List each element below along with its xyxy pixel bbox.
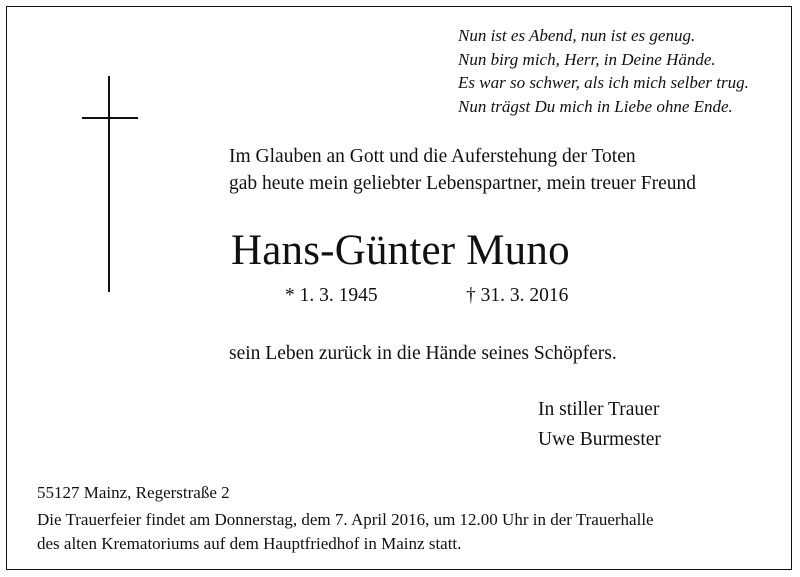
closing-line: sein Leben zurück in die Hände seines Schöpfers.	[229, 343, 617, 364]
poem-line: Es war so schwer, als ich mich selber trug.	[458, 73, 749, 92]
intro-line: gab heute mein geliebter Lebenspartner, mein treuer Freund	[229, 173, 697, 194]
mourner-name: Uwe Burmester	[538, 429, 661, 450]
mourners-block	[538, 395, 661, 455]
service-line: des alten Krematoriums auf dem Hauptfriedhof in Mainz statt.	[37, 534, 462, 553]
mourners-heading: In stiller Trauer	[538, 399, 660, 420]
funeral-service-info	[37, 508, 654, 556]
poem	[458, 24, 749, 118]
intro-text	[229, 143, 696, 197]
birth-date: * 1. 3. 1945	[285, 285, 378, 306]
cross-horizontal-bar	[82, 117, 138, 119]
cross-vertical-bar	[108, 76, 110, 292]
poem-line: Nun birg mich, Herr, in Deine Hände.	[458, 49, 716, 69]
poem-line: Nun trägst Du mich in Liebe ohne Ende.	[458, 96, 733, 116]
deceased-name: Hans-Günter Muno	[231, 227, 570, 274]
service-line: Die Trauerfeier findet am Donnerstag, dem 7. April 2016, um 12.00 Uhr in der Trauerhalle	[37, 510, 654, 529]
death-date: † 31. 3. 2016	[466, 285, 569, 306]
poem-line: Nun ist es Abend, nun ist es genug.	[458, 26, 696, 45]
address: 55127 Mainz, Regerstraße 2	[37, 483, 230, 502]
intro-line: Im Glauben an Gott und die Auferstehung der Toten	[229, 146, 636, 167]
